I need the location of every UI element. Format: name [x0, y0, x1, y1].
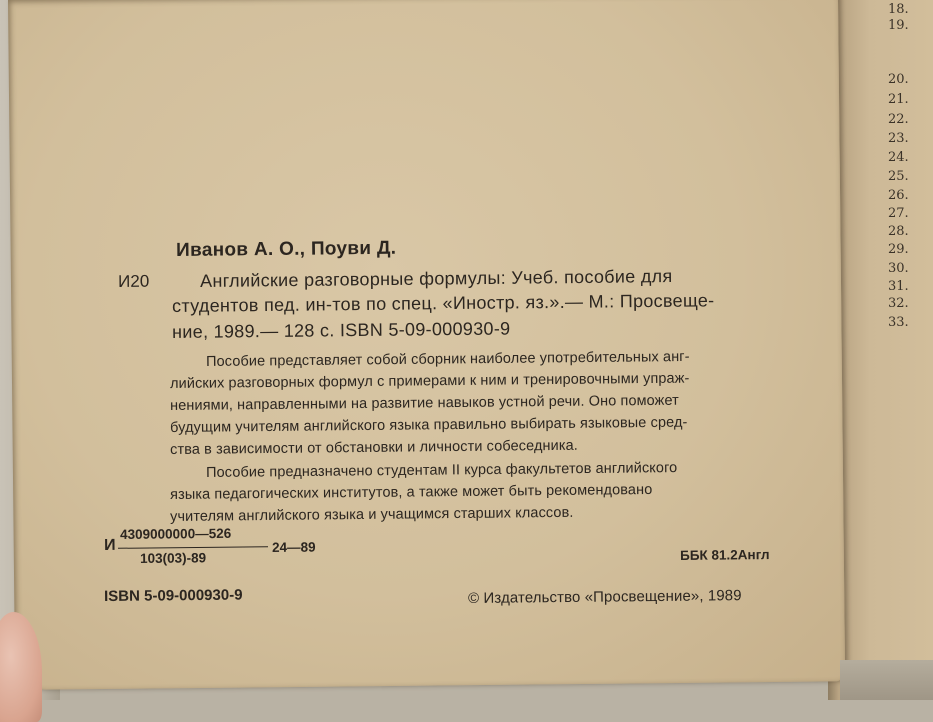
toc-number: 22. — [888, 112, 909, 127]
background-bottom — [840, 660, 933, 700]
toc-number: 20. — [888, 72, 909, 87]
fraction-numerator: 4309000000—526 — [120, 525, 232, 542]
toc-number: 30. — [888, 261, 909, 276]
toc-number: 19. — [888, 18, 909, 33]
fraction-denominator: 103(03)-89 — [140, 550, 207, 566]
title-line: ние, 1989.— 128 с. ISBN 5-09-000930-9 — [172, 318, 511, 342]
isbn: ISBN 5-09-000930-9 — [104, 586, 243, 605]
fraction-letter: И — [104, 536, 116, 554]
abstract-line: Пособие предназначено студентам II курса факультетов английского — [206, 460, 678, 481]
toc-number: 32. — [888, 296, 909, 311]
abstract-line: языка педагогических институтов, а также может быть рекомендовано — [170, 481, 653, 503]
toc-number: 25. — [888, 169, 909, 184]
book-authors: Иванов А. О., Поуви Д. — [176, 237, 397, 261]
toc-number: 27. — [888, 206, 909, 221]
toc-number: 23. — [888, 131, 909, 146]
fraction-suffix: 24—89 — [272, 539, 316, 555]
abstract-line: лийских разговорных формул с примерами к ним и тренировочными упраж- — [170, 370, 690, 392]
toc-number: 21. — [888, 92, 909, 107]
abstract-line: учителям английского языка и учащимся старших классов. — [170, 504, 574, 525]
toc-number: 26. — [888, 188, 909, 203]
toc-number: 28. — [888, 224, 909, 239]
index-code: И20 — [118, 271, 150, 291]
abstract-line: нениями, направленными на развитие навыков устной речи. Оно поможет — [170, 392, 679, 414]
toc-number: 33. — [888, 315, 909, 330]
toc-number: 24. — [888, 150, 909, 165]
abstract-line: Пособие представляет собой сборник наиболее употребительных анг- — [206, 348, 690, 370]
title-line: студентов пед. ин-тов по спец. «Иностр. яз.».— М.: Просвеще- — [172, 290, 715, 316]
toc-number: 29. — [888, 242, 909, 257]
abstract-line: будущим учителям английского языка правильно выбирать языковые сред- — [170, 414, 688, 436]
toc-number: 31. — [888, 279, 909, 294]
title-line: Английские разговорные формулы: Учеб. пособие для — [200, 266, 673, 291]
toc-number: 18. — [888, 2, 909, 17]
bbk-code: ББК 81.2Англ — [680, 547, 770, 563]
abstract-line: ства в зависимости от обстановки и личности собеседника. — [170, 437, 578, 458]
copyright: © Издательство «Просвещение», 1989 — [468, 587, 742, 607]
